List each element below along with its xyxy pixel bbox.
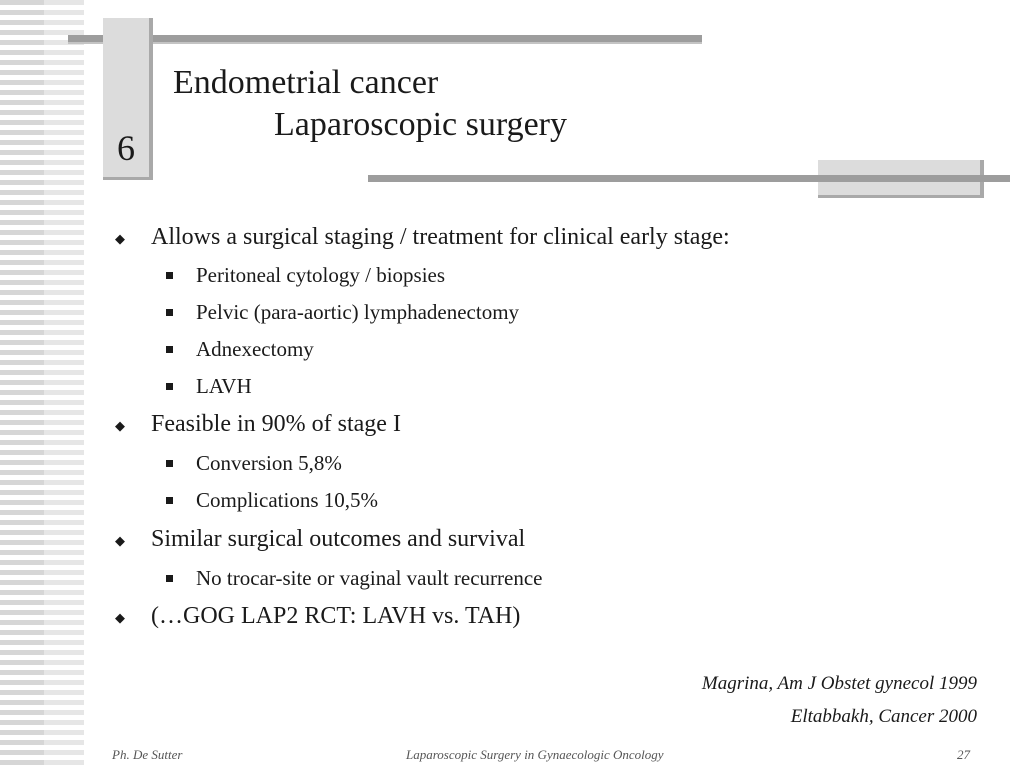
square-bullet-icon	[166, 460, 173, 467]
sub-bullet-text: Pelvic (para-aortic) lymphadenectomy	[196, 300, 520, 324]
reference-citation: Eltabbakh, Cancer 2000	[790, 706, 977, 727]
square-bullet-icon	[166, 309, 173, 316]
title-bar-bottom-overlay	[818, 175, 1010, 182]
bullet-item	[115, 603, 521, 630]
square-bullet-icon	[166, 497, 173, 504]
sub-bullet-text: LAVH	[196, 374, 252, 398]
footer-page-number: 27	[957, 747, 970, 762]
diamond-bullet-icon: ◆	[115, 533, 125, 548]
sub-bullet-item	[196, 488, 378, 513]
sub-bullet-text: Adnexectomy	[196, 337, 314, 361]
sub-bullet-item	[196, 300, 519, 325]
reference-citation: Magrina, Am J Obstet gynecol 1999	[701, 673, 977, 694]
bullet-item	[115, 526, 526, 553]
sub-bullet-item	[196, 451, 342, 476]
slide-number: 6	[117, 128, 135, 168]
title-bar-top	[68, 35, 702, 42]
sub-bullet-item	[196, 374, 252, 399]
footer-author: Ph. De Sutter	[112, 747, 183, 762]
sub-bullet-text: Conversion 5,8%	[196, 451, 342, 475]
square-bullet-icon	[166, 575, 173, 582]
bullet-text: Allows a surgical staging / treatment for clinical early stage:	[151, 224, 730, 250]
sub-bullet-text: No trocar-site or vaginal vault recurrence	[196, 566, 543, 590]
diamond-bullet-icon: ◆	[115, 418, 125, 433]
sub-bullet-text: Peritoneal cytology / biopsies	[196, 263, 446, 287]
diamond-bullet-icon: ◆	[115, 610, 125, 625]
bullet-text: Feasible in 90% of stage I	[151, 411, 401, 437]
slide-title-line1: Endometrial cancer	[173, 64, 439, 101]
decorative-stripes	[0, 0, 44, 768]
sub-bullet-item	[196, 337, 314, 362]
slide-title-line2: Laparoscopic surgery	[274, 106, 567, 143]
sub-bullet-text: Complications 10,5%	[196, 488, 378, 512]
sub-bullet-item	[196, 566, 543, 591]
bullet-item	[115, 224, 730, 251]
sub-bullet-item	[196, 263, 445, 288]
title-bar-top-shadow	[68, 42, 702, 44]
square-bullet-icon	[166, 272, 173, 279]
footer-course: Laparoscopic Surgery in Gynaecologic Oncology	[406, 747, 664, 762]
bullet-text: (…GOG LAP2 RCT: LAVH vs. TAH)	[151, 603, 521, 629]
decorative-stripes-light	[44, 0, 84, 768]
square-bullet-icon	[166, 346, 173, 353]
diamond-bullet-icon: ◆	[115, 231, 125, 246]
bullet-text: Similar surgical outcomes and survival	[151, 526, 526, 552]
square-bullet-icon	[166, 383, 173, 390]
bullet-item	[115, 411, 401, 438]
slide-number-box	[103, 18, 153, 180]
